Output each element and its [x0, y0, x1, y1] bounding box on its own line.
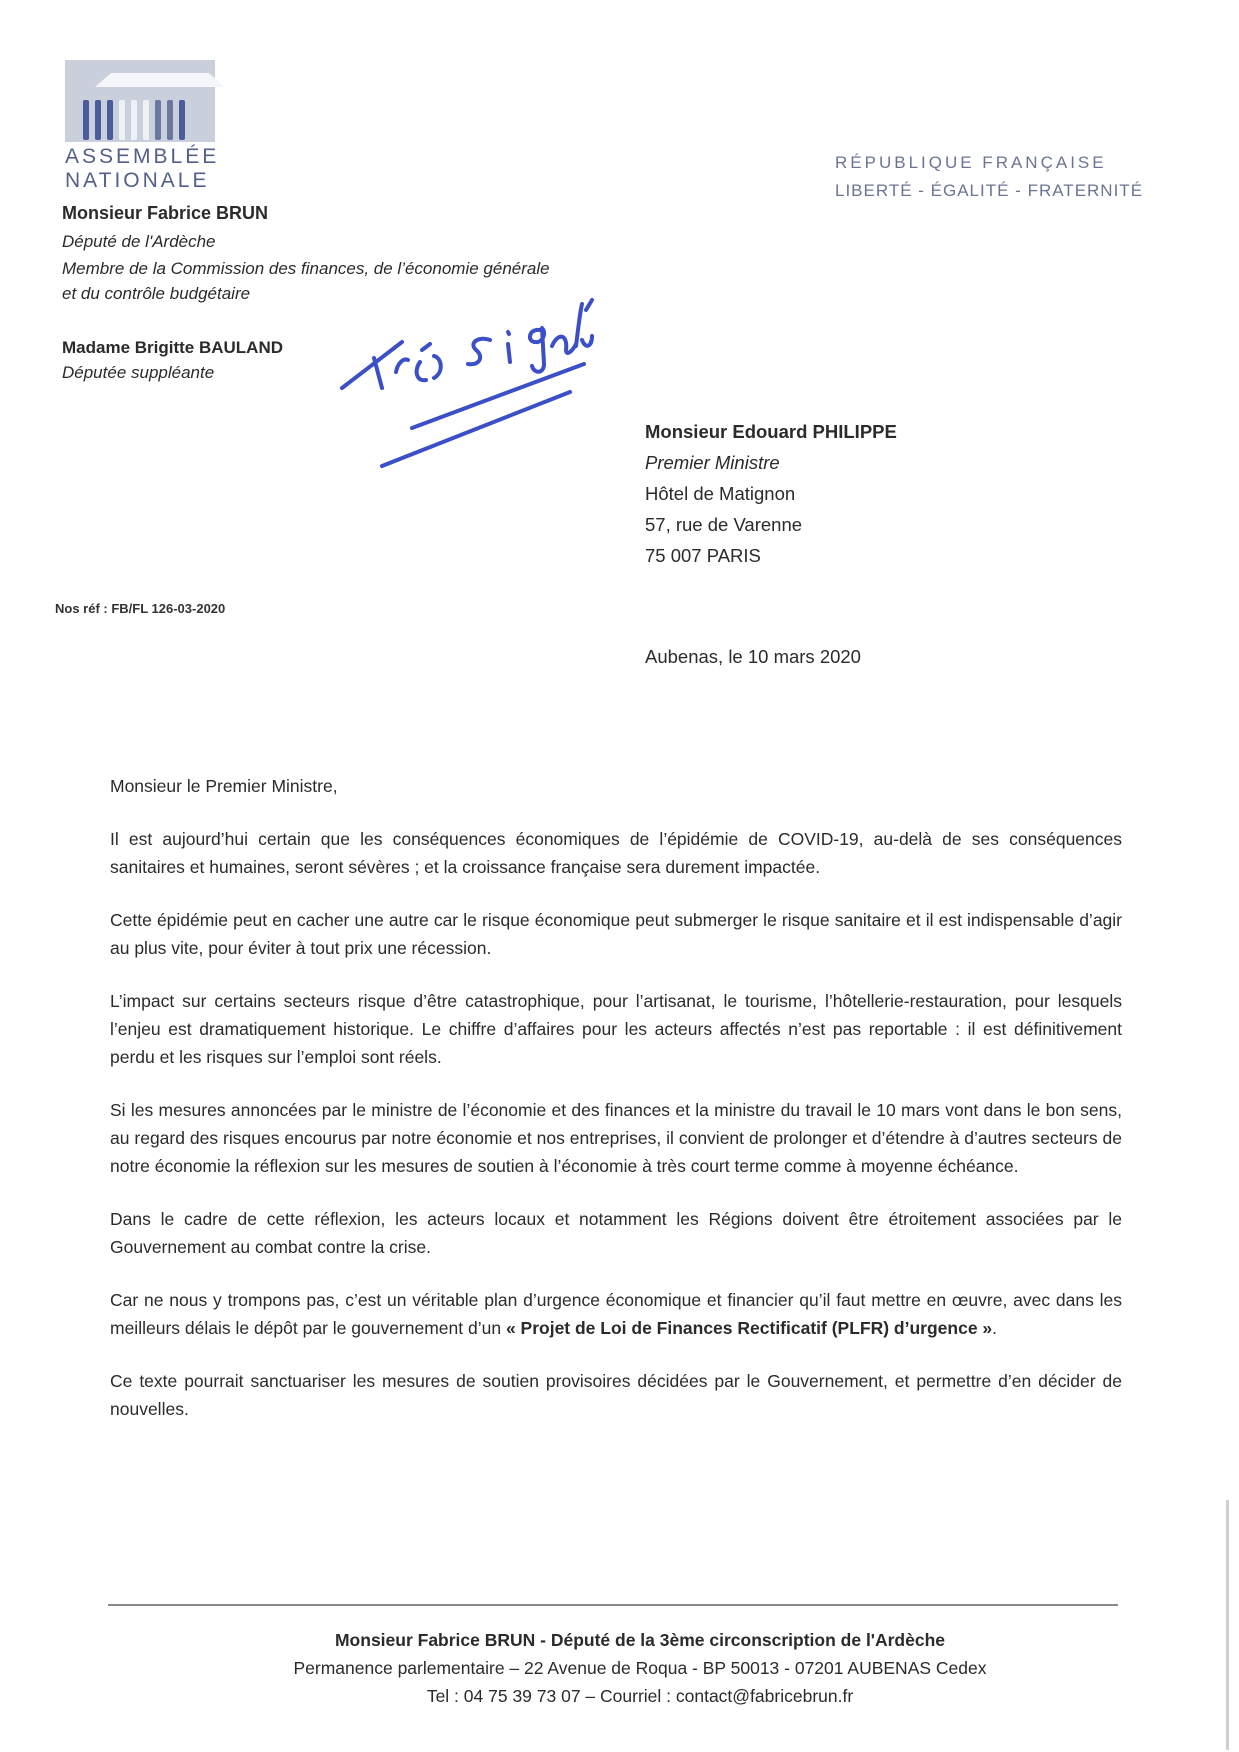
paragraph-7: Ce texte pourrait sanctuariser les mesures de soutien provisoires décidées par le Gouvernement, et permettre d’en décider de nouvelles. — [110, 1371, 1122, 1419]
footer-line3: Tel : 04 75 39 73 07 – Courriel : contact@fabricebrun.fr — [426, 1686, 854, 1706]
paragraph-1: Il est aujourd’hui certain que les conséquences économiques de l’épidémie de COVID-19, au-delà de ses conséquences sanitaires et humaines, seront sévères ; et la croissance française sera durement impactée. — [110, 829, 1122, 877]
paragraph-3: L’impact sur certains secteurs risque d’être catastrophique, pour l’artisanat, le tourisme, l’hôtellerie-restauration, pour lesquels l’enjeu est dramatiquement historique. Le chiffre d’affaires pour les acteurs affectés n’est pas reportable : il est définitivement perdu et les risques sur l’emploi sont réels. — [110, 991, 1122, 1067]
sender-role-line2: et du contrôle budgétaire — [62, 284, 251, 303]
recipient-block — [645, 416, 897, 571]
paragraph-5: Dans le cadre de cette réflexion, les acteurs locaux et notamment les Régions doivent être étroitement associées par le Gouvernement au combat contre la crise. — [110, 1209, 1122, 1257]
paragraph-6-text: Car ne nous y trompons pas, c’est un véritable plan d’urgence économique et financier qu’il faut mettre en œuvre, avec dans les meilleurs délais le dépôt par le gouvernement d’un — [110, 1290, 1122, 1338]
substitute-name: Madame Brigitte BAULAND — [62, 338, 284, 357]
recipient-address-line2: 57, rue de Varenne — [645, 514, 803, 535]
scan-edge-line — [1226, 1500, 1229, 1750]
paragraph-2: Cette épidémie peut en cacher une autre car le risque économique peut submerger le risque sanitaire et il est indispensable d’agir au plus vite, pour éviter à tout prix une récession. — [110, 910, 1122, 958]
recipient-name: Monsieur Edouard PHILIPPE — [645, 421, 897, 442]
reference-number: Nos réf : FB/FL 126-03-2020 — [55, 601, 226, 616]
logo-text-line2: NATIONALE — [65, 169, 210, 192]
footer-line1: Monsieur Fabrice BRUN - Député de la 3ème circonscription de l'Ardèche — [334, 1630, 945, 1650]
republique-francaise: RÉPUBLIQUE FRANÇAISE — [835, 153, 1107, 172]
recipient-address-line3: 75 007 PARIS — [645, 545, 761, 566]
building-roof-icon — [95, 73, 225, 87]
footer-line2: Permanence parlementaire – 22 Avenue de Roqua - BP 50013 - 07201 AUBENAS Cedex — [293, 1658, 987, 1678]
footer-divider — [108, 1604, 1118, 1606]
sender-title: Député de l'Ardèche — [62, 232, 216, 251]
sender-name: Monsieur Fabrice BRUN — [62, 203, 269, 223]
paragraph-4: Si les mesures annoncées par le ministre de l’économie et des finances et la ministre du travail le 10 mars vont dans le bon sens, au regard des risques encourus par notre économie et nos entreprises, il convient de prolonger et d’étendre à d’autres secteurs de notre économie la réflexion sur les mesures de soutien à l’économie à très court terme comme à moyenne échéance. — [110, 1100, 1122, 1176]
salutation: Monsieur le Premier Ministre, — [110, 776, 338, 796]
recipient-address-line1: Hôtel de Matignon — [645, 483, 796, 504]
paragraph-6 — [110, 1286, 1122, 1342]
paragraph-6-end: . — [992, 1318, 998, 1338]
building-columns-icon — [83, 100, 185, 140]
assemblee-nationale-logo — [65, 60, 215, 142]
republic-motto: LIBERTÉ - ÉGALITÉ - FRATERNITÉ — [835, 181, 1144, 200]
plfr-emphasis: « Projet de Loi de Finances Rectificatif (PLFR) d’urgence » — [505, 1318, 993, 1338]
recipient-title: Premier Ministre — [645, 452, 780, 473]
sender-role-line1: Membre de la Commission des finances, de l’économie générale — [62, 259, 550, 278]
letter-body — [110, 772, 1122, 1448]
substitute-title: Députée suppléante — [62, 363, 215, 382]
handwritten-annotation — [330, 280, 630, 480]
logo-text-line1: ASSEMBLÉE — [65, 145, 220, 168]
place-date: Aubenas, le 10 mars 2020 — [645, 646, 861, 667]
